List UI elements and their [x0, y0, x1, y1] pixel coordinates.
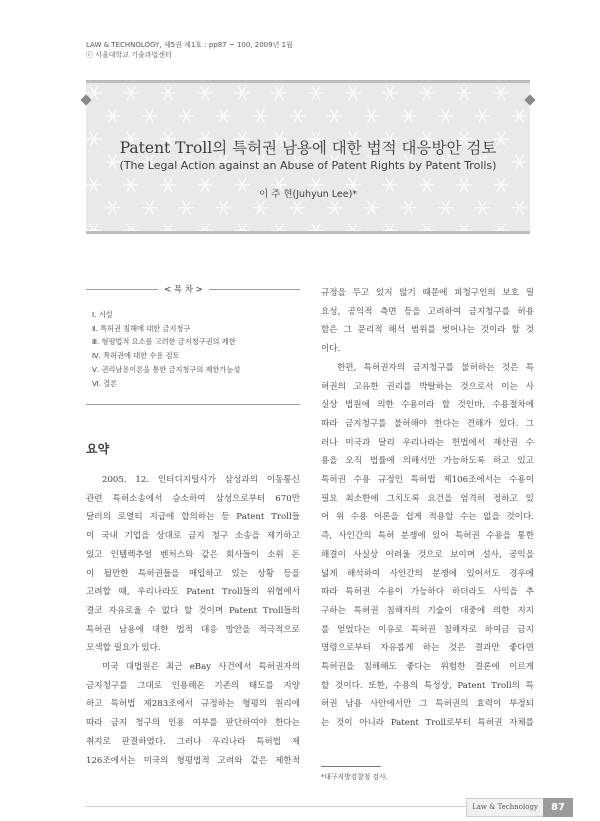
snowflake-icon — [475, 109, 491, 123]
snowflake-icon — [179, 109, 195, 123]
snowflake-icon — [419, 86, 435, 100]
snowflake-icon — [271, 86, 287, 100]
snowflake-icon — [216, 109, 232, 123]
toc-item: Ⅰ. 서설 — [92, 310, 113, 319]
snowflake-icon — [160, 86, 176, 100]
paper-title-korean: Patent Troll의 특허권 남용에 대한 법적 대응방안 검토 — [119, 139, 497, 157]
text-line: 이 국내 기업을 상대로 금지 청구 소송을 제기하고 — [86, 531, 300, 542]
snowflake-icon — [401, 109, 417, 123]
snowflake-icon — [160, 224, 176, 231]
text-line: 실상 법원에 의한 수용이라 할 것인바, 수용절차에 — [321, 400, 534, 411]
text-line: 구하는 특허권 침해자의 기술이 대중에 의한 지지 — [321, 605, 534, 616]
snowflake-icon — [327, 201, 343, 215]
text-line: 2005. 12. 인터디지털사가 삼성과의 이동통신 — [102, 475, 300, 485]
text-line: 특허권을 침해해도 좋다는 위험한 결론에 이르게 — [321, 662, 534, 673]
toc-item: Ⅲ. 형평법적 요소를 고려한 금지청구권의 제한 — [92, 337, 236, 347]
publisher-notice: ⓒ 서울대학교 기술과법센터 — [86, 51, 172, 59]
snowflake-icon — [179, 201, 195, 215]
snowflake-icon — [142, 109, 158, 123]
text-line: 미국 대법원은 최근 eBay 사건에서 특허권자의 — [102, 662, 300, 673]
text-line: 있고 인텔렉추얼 벤처스와 같은 회사들이 소위 돈 — [86, 549, 300, 560]
text-line: 특허권 수용 규정인 특허법 제106조에서는 수용이 — [321, 475, 534, 486]
text-line: 취지로 판결하였다. 그러나 우리나라 특허법 제 — [86, 736, 300, 747]
snowflake-icon — [364, 201, 380, 215]
footer-journal-label: Law & Technology — [466, 798, 544, 817]
journal-citation: LAW & TECHNOLOGY, 제5권 제1호 : pp87 ~ 100, 2009년 1월 — [86, 41, 293, 49]
snowflake-icon — [142, 201, 158, 215]
snowflake-icon — [216, 201, 232, 215]
snowflake-icon — [105, 201, 121, 215]
snowflake-icon — [308, 224, 324, 231]
footnote-divider — [321, 766, 381, 767]
snowflake-icon — [419, 224, 435, 231]
page-number: 87 — [543, 798, 573, 817]
journal-header — [86, 40, 293, 60]
snowflake-icon — [493, 224, 509, 231]
snowflake-icon — [308, 86, 324, 100]
text-line: 를 얻었다는 이유로 특허권 침해자로 하여금 금지 — [321, 624, 534, 635]
snowflake-icon — [475, 201, 491, 215]
text-line: 허권 남용 사안에서만 그 특허권의 효력이 부정되 — [321, 699, 534, 710]
text-line: 명령으로부터 자유롭게 하는 것은 결과만 좋다면 — [321, 643, 534, 654]
snowflake-icon — [438, 201, 454, 215]
footnote: *대구지방검찰청 검사. — [321, 773, 388, 781]
text-line: 할 것이다. 또한, 수용의 특성상, Patent Troll의 특 — [321, 680, 534, 691]
abstract-heading: 요약 — [86, 442, 110, 456]
snowflake-icon — [345, 86, 361, 100]
text-line: 126조에서는 미국의 형평법적 고려와 같은 제한적 — [86, 755, 300, 766]
snowflake-icon — [123, 86, 139, 100]
toc-heading: < 목 차 > — [158, 283, 209, 295]
text-line: 금지청구를 그대로 인용해온 기존의 태도를 지양 — [86, 680, 300, 691]
snowflake-icon — [512, 109, 528, 123]
footer-rule — [86, 806, 466, 807]
snowflake-icon — [438, 109, 454, 123]
snowflake-icon — [253, 201, 269, 215]
paper-title-english: (The Legal Action against an Abuse of Patent Rights by Patent Trolls) — [119, 159, 497, 172]
text-line: 특허권 남용에 대한 법적 대응 방안을 적극적으로 — [86, 624, 300, 635]
text-line: 는 것이 아니라 Patent Troll로부터 특허권 자체를 — [321, 718, 534, 729]
snowflake-icon — [271, 224, 287, 231]
snowflake-icon — [327, 109, 343, 123]
text-line: 따라 특허권 수용이 가능하다 하더라도 사익을 추 — [321, 587, 534, 598]
text-line: 고려할 때, 우리나라도 Patent Troll들의 위협에서 — [86, 587, 300, 598]
text-line: 요성, 공익적 측면 등을 고려하여 금지청구를 허용 — [321, 306, 534, 317]
snowflake-icon — [401, 201, 417, 215]
text-line: 달러의 로열티 지급에 합의하는 등 Patent Troll들 — [86, 512, 300, 523]
text-line: 따라 금지청구를 불허해야 한다는 견해가 있다. 그 — [321, 418, 534, 429]
text-line: 이 될만한 특허권들을 매입하고 있는 상황 등을 — [86, 568, 300, 579]
toc-item: Ⅱ. 특허권 침해에 대한 금지청구 — [92, 323, 191, 333]
snowflake-icon — [253, 109, 269, 123]
snowflake-icon — [512, 201, 528, 215]
text-line: 관련 특허소송에서 승소하여 삼성으로부터 670만 — [86, 493, 300, 504]
text-line: 한편, 특허권자의 금지청구를 불허하는 것은 특 — [337, 362, 534, 373]
snowflake-icon — [382, 224, 398, 231]
snowflake-icon — [197, 224, 213, 231]
snowflake-icon — [456, 86, 472, 100]
snowflake-icon — [86, 224, 102, 231]
text-line: 허권의 고유한 권리를 박탈하는 것으로서 이는 사 — [321, 381, 534, 392]
text-line: 러나 미국과 달리 우리나라는 헌법에서 재산권 수 — [321, 437, 534, 448]
snowflake-icon — [493, 86, 509, 100]
snowflake-icon — [234, 224, 250, 231]
abstract-left-column — [86, 471, 300, 770]
author: 이 주 현(Juhyun Lee)* — [258, 189, 358, 200]
snowflake-icon — [290, 201, 306, 215]
snowflake-icon — [456, 224, 472, 231]
toc-item: Ⅵ. 결론 — [92, 378, 118, 388]
text-line: 모색할 필요가 있다. — [86, 643, 161, 654]
text-line: 따라 금지 청구의 인용 여부를 판단하여야 한다는 — [86, 718, 300, 729]
snowflake-icon — [105, 109, 121, 123]
toc-item: Ⅳ. 특허권에 대한 수용 검토 — [92, 351, 180, 361]
text-line: 어 위 수용 이론을 쉽게 적용할 수는 없을 것이다. — [321, 512, 534, 523]
snowflake-icon — [364, 109, 380, 123]
text-line: 결코 자유로울 수 없다 할 것이며 Patent Troll들의 — [86, 605, 300, 616]
snowflake-icon — [197, 86, 213, 100]
text-line: 하고 특허법 제283조에서 규정하는 형평의 원리에 — [86, 699, 300, 710]
snowflake-icon — [123, 224, 139, 231]
text-line: 해결이 사실상 어려울 것으로 보이며 설사, 공익을 — [321, 549, 534, 560]
text-line: 규정을 두고 있지 않기 때문에 피청구인의 보호 필 — [321, 288, 534, 298]
snowflake-icon — [234, 86, 250, 100]
text-line: 이다. — [321, 344, 341, 355]
abstract-right-column — [321, 284, 534, 733]
table-of-contents — [86, 289, 300, 405]
snowflake-icon — [382, 86, 398, 100]
text-line: 필요 최소한에 그치도록 요건을 엄격히 정하고 있 — [321, 493, 534, 504]
text-line: 함은 그 문리적 해석 범위를 벗어나는 것이라 할 것 — [321, 325, 534, 336]
toc-item: Ⅴ. 권리남용이론을 통한 금지청구의 제한가능성 — [92, 364, 241, 374]
snowflake-icon — [345, 224, 361, 231]
snowflake-icon — [290, 109, 306, 123]
text-line: 용을 오직 법률에 의해서만 가능하도록 하고 있고 — [321, 456, 534, 467]
text-line: 즉, 사인간의 특허 분쟁에 있어 특허권 수용을 통한 — [321, 531, 534, 542]
text-line: 넓게 해석하여 사인간의 분쟁에 있어서도 경우에 — [321, 568, 534, 579]
